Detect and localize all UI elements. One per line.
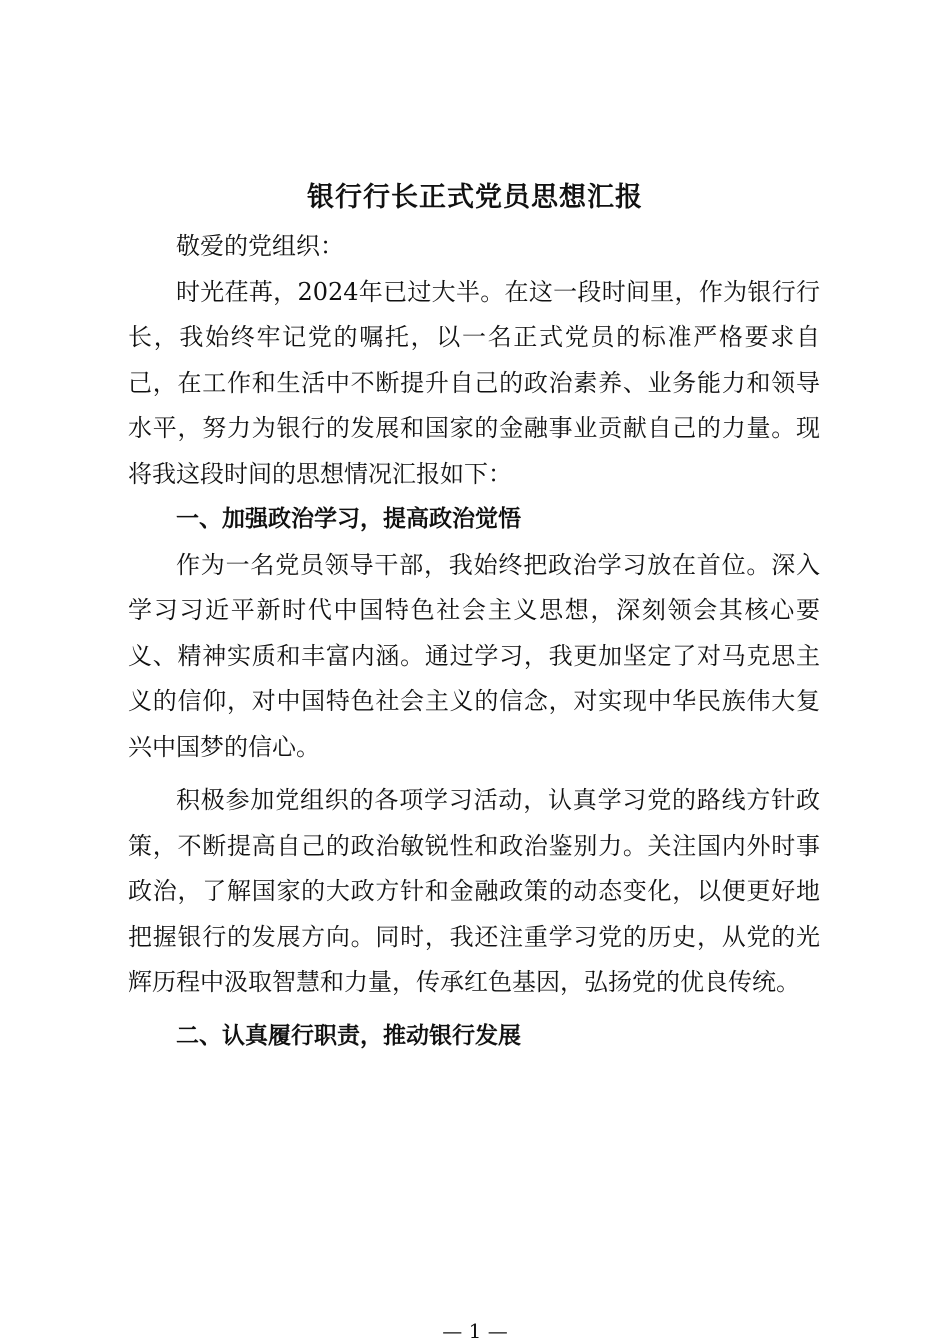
document-title: 银行行长正式党员思想汇报 <box>307 182 643 213</box>
paragraph-spacing <box>128 770 820 778</box>
paragraph-spacing <box>128 1006 820 1014</box>
salutation: 敬爱的党组织： <box>176 232 344 260</box>
section-heading-2: 二、认真履行职责，推动银行发展 <box>176 1022 521 1049</box>
document-body <box>128 224 820 1059</box>
section-heading-1: 一、加强政治学习，提高政治觉悟 <box>176 506 521 532</box>
page-number: — 1 — <box>442 1319 508 1343</box>
section1-paragraph-1: 作为一名党员领导干部，我始终把政治学习放在首位。深入学习习近平新时代中国特色社会主义思想，深刻领会其核心要义、精神实质和丰富内涵。通过学习，我更加坚定了对马克思主义的信仰，对中国特色社会主义的信念，对实现中华民族伟大复兴中国梦的信心。 <box>128 550 820 761</box>
section1-paragraph-2: 积极参加党组织的各项学习活动，认真学习党的路线方针政策，不断提高自己的政治敏锐性和政治鉴别力。关注国内外时事政治，了解国家的大政方针和金融政策的动态变化，以便更好地把握银行的发展方向。同时，我还注重学习党的历史，从党的光辉历程中汲取智慧和力量，传承红色基因，弘扬党的优良传统。 <box>128 786 820 996</box>
intro-paragraph: 时光荏苒，2024年已过大半。在这一段时间里，作为银行行长，我始终牢记党的嘱托，以一名正式党员的标准严格要求自己，在工作和生活中不断提升自己的政治素养、业务能力和领导水平，努力为银行的发展和国家的金融事业贡献自己的力量。现将我这段时间的思想情况汇报如下： <box>128 277 820 488</box>
